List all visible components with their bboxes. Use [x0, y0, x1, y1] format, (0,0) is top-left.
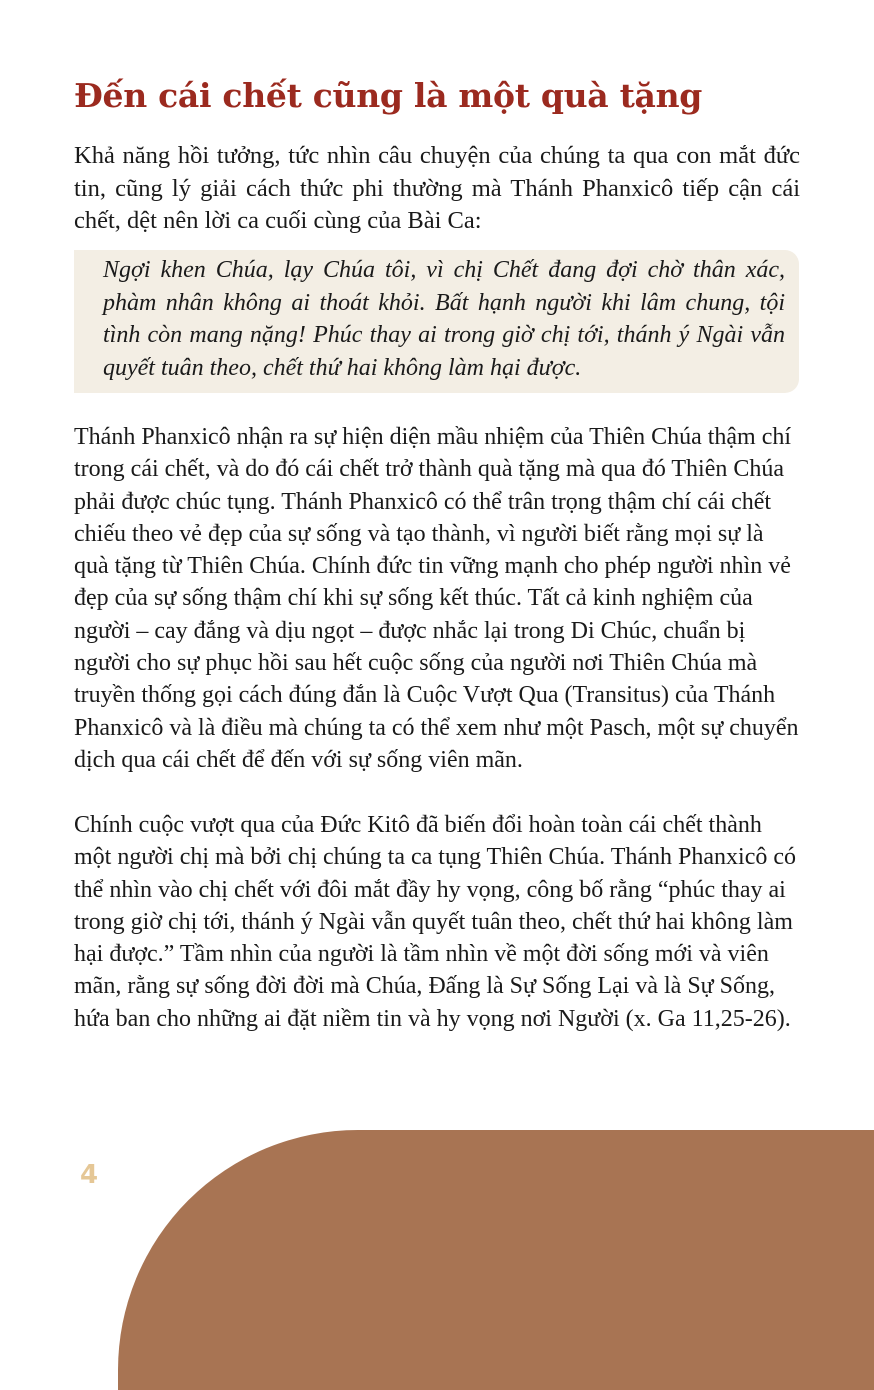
intro-paragraph: Khả năng hồi tưởng, tức nhìn câu chuyện của chúng ta qua con mắt đức tin, cũng lý giải cách thức phi thường mà Thánh Phanxicô tiếp cận cái chết, dệt nên lời ca cuối cùng của Bài Ca:	[74, 142, 800, 234]
footer-decorative-shape	[118, 1130, 874, 1390]
page-title: Đến cái chết cũng là một quà tặng	[74, 76, 703, 115]
body-paragraph-1: Thánh Phanxicô nhận ra sự hiện diện mầu nhiệm của Thiên Chúa thậm chí trong cái chết, và do đó cái chết trở thành quà tặng mà qua đó Thiên Chúa phải được chúc tụng. Thánh Phanxicô có thể trân trọng thậm chí cái chết chiếu theo vẻ đẹp của sự sống và tạo thành, vì người biết rằng mọi sự là quà tặng từ Thiên Chúa. Chính đức tin vững mạnh cho phép người nhìn vẻ đẹp của sự sống thậm chí khi sự sống kết thúc. Tất cả kinh nghiệm của người – cay đắng và dịu ngọt – được nhắc lại trong Di Chúc, chuẩn bị người cho sự phục hồi sau hết cuộc sống của người nơi Thiên Chúa mà truyền thống gọi cách đúng đắn là Cuộc Vượt Qua (Transitus) của Thánh Phanxicô và là điều mà chúng ta có thể xem như một Pasch, một sự chuyển dịch qua cái chết để đến với sự sống viên mãn.	[74, 424, 799, 773]
page-number: 4	[80, 1160, 99, 1190]
body-paragraph-2: Chính cuộc vượt qua của Đức Kitô đã biến đổi hoàn toàn cái chết thành một người chị mà bởi chị chúng ta ca tụng Thiên Chúa. Thánh Phanxicô có thể nhìn vào chị chết với đôi mắt đầy hy vọng, công bố rằng “phúc thay ai trong giờ chị tới, thánh ý Ngài vẫn quyết tuân theo, chết thứ hai không làm hại được.” Tầm nhìn của người là tầm nhìn về một đời sống mới và viên mãn, rằng sự sống đời đời mà Chúa, Đấng là Sự Sống Lại và là Sự Sống, hứa ban cho những ai đặt niềm tin và hy vọng nơi Người (x. Ga 11,25-26).	[74, 812, 797, 1032]
canticle-quote: Ngợi khen Chúa, lạy Chúa tôi, vì chị Chết đang đợi chờ thân xác, phàm nhân không ai thoát khỏi. Bất hạnh người khi lâm chung, tội tình còn mang nặng! Phúc thay ai trong giờ chị tới, thánh ý Ngài vẫn quyết tuân theo, chết thứ hai không làm hại được.	[103, 257, 785, 381]
